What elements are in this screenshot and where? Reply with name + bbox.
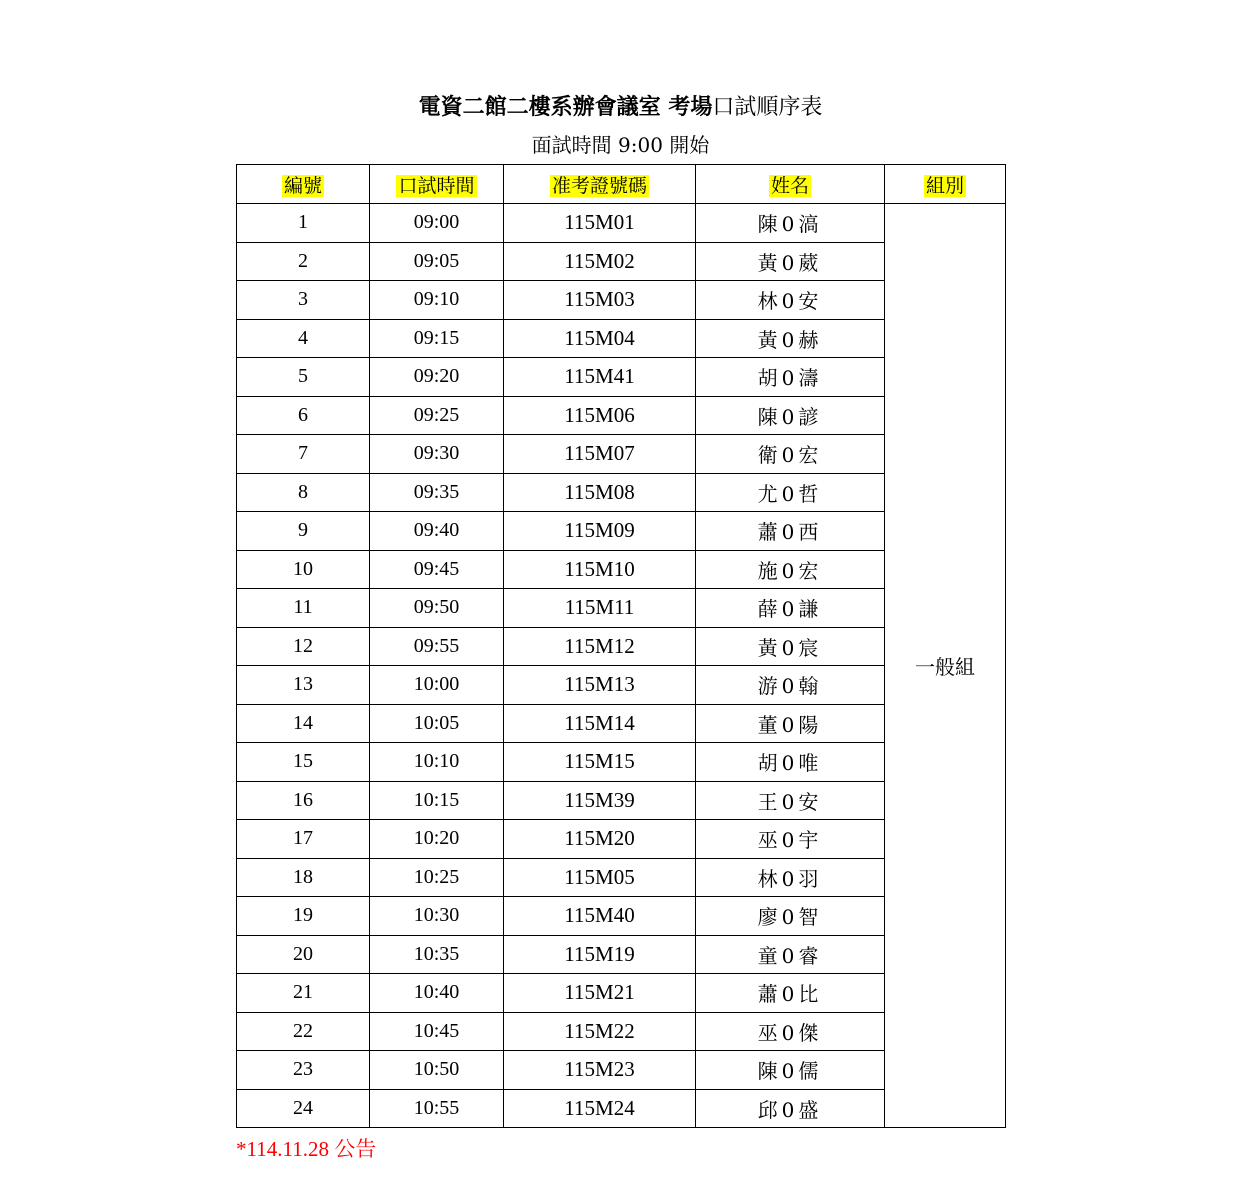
row-number: 13 xyxy=(237,666,370,705)
row-interview-time: 10:55 xyxy=(370,1089,504,1128)
row-interview-time: 09:55 xyxy=(370,627,504,666)
row-exam-id: 115M23 xyxy=(504,1051,696,1090)
row-number: 24 xyxy=(237,1089,370,1128)
row-number: 8 xyxy=(237,473,370,512)
announcement-date-note: *114.11.28 公告 xyxy=(236,1137,377,1161)
row-candidate-name: 陳0諺 xyxy=(696,396,885,435)
header-exam-id-label: 准考證號碼 xyxy=(551,174,647,197)
header-time-label: 口試時間 xyxy=(398,174,475,197)
row-exam-id: 115M12 xyxy=(504,627,696,666)
row-interview-time: 09:30 xyxy=(370,435,504,474)
row-candidate-name: 黃0宸 xyxy=(696,627,885,666)
row-exam-id: 115M19 xyxy=(504,935,696,974)
row-number: 19 xyxy=(237,897,370,936)
row-exam-id: 115M10 xyxy=(504,550,696,589)
row-number: 20 xyxy=(237,935,370,974)
row-exam-id: 115M40 xyxy=(504,897,696,936)
title-suffix: 口試順序表 xyxy=(712,95,823,120)
row-interview-time: 09:05 xyxy=(370,242,504,281)
interview-schedule-table xyxy=(236,164,1006,1128)
row-interview-time: 10:30 xyxy=(370,897,504,936)
row-number: 23 xyxy=(237,1051,370,1090)
row-interview-time: 09:20 xyxy=(370,358,504,397)
row-candidate-name: 巫0宇 xyxy=(696,820,885,859)
row-exam-id: 115M01 xyxy=(504,204,696,243)
row-number: 7 xyxy=(237,435,370,474)
row-exam-id: 115M15 xyxy=(504,743,696,782)
header-time xyxy=(370,165,504,204)
row-exam-id: 115M13 xyxy=(504,666,696,705)
row-number: 21 xyxy=(237,974,370,1013)
row-number: 5 xyxy=(237,358,370,397)
row-number: 9 xyxy=(237,512,370,551)
row-candidate-name: 林0羽 xyxy=(696,858,885,897)
row-exam-id: 115M03 xyxy=(504,281,696,320)
row-number: 10 xyxy=(237,550,370,589)
table-row xyxy=(237,204,1006,243)
row-number: 14 xyxy=(237,704,370,743)
row-exam-id: 115M14 xyxy=(504,704,696,743)
table-header-row xyxy=(237,165,1006,204)
row-candidate-name: 胡0濤 xyxy=(696,358,885,397)
row-candidate-name: 林0安 xyxy=(696,281,885,320)
row-interview-time: 09:15 xyxy=(370,319,504,358)
row-exam-id: 115M05 xyxy=(504,858,696,897)
row-exam-id: 115M02 xyxy=(504,242,696,281)
row-exam-id: 115M20 xyxy=(504,820,696,859)
document-title xyxy=(0,92,1241,123)
row-interview-time: 09:50 xyxy=(370,589,504,628)
row-candidate-name: 陳0儒 xyxy=(696,1051,885,1090)
start-time-subtitle: 面試時間 9:00 開始 xyxy=(531,133,710,157)
row-interview-time: 10:40 xyxy=(370,974,504,1013)
row-candidate-name: 游0翰 xyxy=(696,666,885,705)
row-exam-id: 115M24 xyxy=(504,1089,696,1128)
row-interview-time: 09:45 xyxy=(370,550,504,589)
row-interview-time: 10:20 xyxy=(370,820,504,859)
row-number: 15 xyxy=(237,743,370,782)
row-interview-time: 09:10 xyxy=(370,281,504,320)
table-body xyxy=(237,204,1006,1128)
header-number-label: 編號 xyxy=(283,174,322,197)
row-exam-id: 115M06 xyxy=(504,396,696,435)
title-venue: 電資二館二樓系辦會議室 考場 xyxy=(418,94,713,120)
row-candidate-name: 王0安 xyxy=(696,781,885,820)
row-candidate-name: 黃0葳 xyxy=(696,242,885,281)
row-interview-time: 10:05 xyxy=(370,704,504,743)
row-number: 18 xyxy=(237,858,370,897)
row-number: 1 xyxy=(237,204,370,243)
row-interview-time: 10:50 xyxy=(370,1051,504,1090)
row-number: 4 xyxy=(237,319,370,358)
row-candidate-name: 巫0傑 xyxy=(696,1012,885,1051)
row-interview-time: 10:15 xyxy=(370,781,504,820)
row-interview-time: 10:35 xyxy=(370,935,504,974)
header-name xyxy=(696,165,885,204)
row-candidate-name: 邱0盛 xyxy=(696,1089,885,1128)
row-candidate-name: 董0陽 xyxy=(696,704,885,743)
header-group xyxy=(885,165,1006,204)
row-candidate-name: 蕭0比 xyxy=(696,974,885,1013)
row-candidate-name: 黃0赫 xyxy=(696,319,885,358)
row-interview-time: 09:00 xyxy=(370,204,504,243)
row-candidate-name: 薛0謙 xyxy=(696,589,885,628)
row-interview-time: 10:10 xyxy=(370,743,504,782)
row-candidate-name: 尤0哲 xyxy=(696,473,885,512)
row-interview-time: 10:45 xyxy=(370,1012,504,1051)
row-exam-id: 115M08 xyxy=(504,473,696,512)
header-exam-id xyxy=(504,165,696,204)
row-number: 22 xyxy=(237,1012,370,1051)
row-interview-time: 10:00 xyxy=(370,666,504,705)
row-interview-time: 09:25 xyxy=(370,396,504,435)
row-candidate-name: 胡0唯 xyxy=(696,743,885,782)
row-number: 16 xyxy=(237,781,370,820)
row-exam-id: 115M39 xyxy=(504,781,696,820)
row-number: 3 xyxy=(237,281,370,320)
row-exam-id: 115M09 xyxy=(504,512,696,551)
row-number: 6 xyxy=(237,396,370,435)
row-interview-time: 09:40 xyxy=(370,512,504,551)
row-interview-time: 10:25 xyxy=(370,858,504,897)
row-exam-id: 115M07 xyxy=(504,435,696,474)
row-candidate-name: 陳0滈 xyxy=(696,204,885,243)
row-candidate-name: 衛0宏 xyxy=(696,435,885,474)
row-number: 2 xyxy=(237,242,370,281)
row-exam-id: 115M41 xyxy=(504,358,696,397)
row-exam-id: 115M21 xyxy=(504,974,696,1013)
row-candidate-name: 蕭0西 xyxy=(696,512,885,551)
row-number: 12 xyxy=(237,627,370,666)
row-exam-id: 115M11 xyxy=(504,589,696,628)
row-number: 17 xyxy=(237,820,370,859)
group-cell: 一般組 xyxy=(885,204,1006,1128)
row-exam-id: 115M04 xyxy=(504,319,696,358)
header-name-label: 姓名 xyxy=(770,174,809,197)
row-number: 11 xyxy=(237,589,370,628)
header-number xyxy=(237,165,370,204)
header-group-label: 組別 xyxy=(925,174,964,197)
row-candidate-name: 施0宏 xyxy=(696,550,885,589)
row-exam-id: 115M22 xyxy=(504,1012,696,1051)
row-candidate-name: 童0睿 xyxy=(696,935,885,974)
row-candidate-name: 廖0智 xyxy=(696,897,885,936)
row-interview-time: 09:35 xyxy=(370,473,504,512)
